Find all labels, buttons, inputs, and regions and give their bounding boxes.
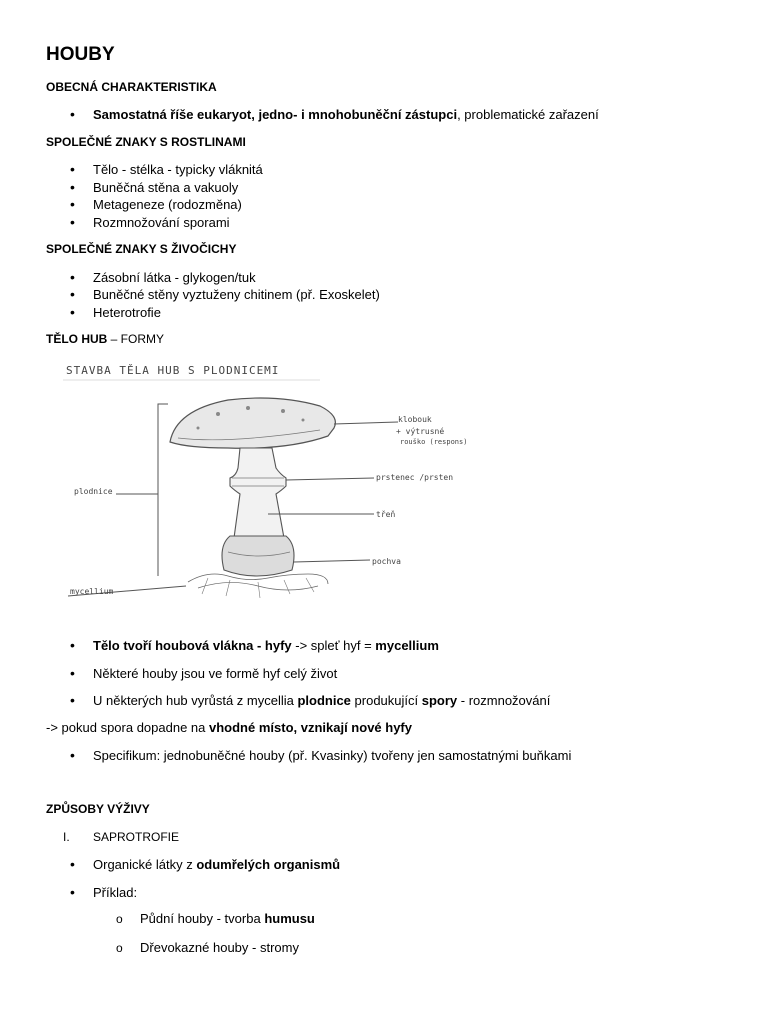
item-text: produkující bbox=[350, 693, 422, 708]
heading-animals: SPOLEČNÉ ZNAKY S ŽIVOČICHY bbox=[46, 242, 237, 256]
bullet: • bbox=[70, 106, 75, 122]
label-cap-2: + výtrusné bbox=[396, 427, 445, 436]
item-text: , problematické zařazení bbox=[457, 107, 599, 122]
heading-plants: SPOLEČNÉ ZNAKY S ROSTLINAMI bbox=[46, 135, 246, 149]
list-item: Tělo - stélka - typicky vláknitá bbox=[93, 162, 263, 177]
page-title: HOUBY bbox=[46, 44, 115, 65]
heading-forms bbox=[46, 332, 164, 346]
roman-numeral: I. bbox=[63, 830, 70, 844]
item-text: -> spleť hyf = bbox=[291, 638, 376, 653]
item-text: U některých hub vyrůstá z mycellia bbox=[93, 693, 298, 708]
bullet: • bbox=[70, 196, 75, 212]
list-item bbox=[93, 857, 340, 872]
bullet: • bbox=[70, 665, 75, 681]
list-item: Buněčná stěna a vakuoly bbox=[93, 180, 239, 195]
bullet: • bbox=[70, 286, 75, 302]
bullet: • bbox=[70, 856, 75, 872]
bullet: • bbox=[70, 884, 75, 900]
list-item bbox=[93, 693, 550, 708]
list-item bbox=[93, 107, 599, 122]
bullet: • bbox=[70, 214, 75, 230]
item-bold: Tělo tvoří houbová vlákna - hyfy bbox=[93, 638, 292, 653]
label-cap: klobouk bbox=[398, 415, 432, 424]
paragraph bbox=[46, 720, 412, 735]
heading-general: OBECNÁ CHARAKTERISTIKA bbox=[46, 80, 217, 94]
item-text: Půdní houby - tvorba bbox=[140, 911, 265, 926]
label-stem: třeň bbox=[376, 510, 396, 519]
label-fruit: plodnice bbox=[74, 487, 113, 496]
bullet: • bbox=[70, 269, 75, 285]
sketch-caption: STAVBA TĚLA HUB S PLODNICEMI bbox=[66, 364, 280, 377]
sub-bullet: o bbox=[116, 912, 123, 926]
bullet: • bbox=[70, 747, 75, 763]
sub-list-item: Dřevokazné houby - stromy bbox=[140, 940, 299, 955]
heading-forms-bold: TĚLO HUB bbox=[46, 332, 108, 346]
list-item: Specifikum: jednobuněčné houby (př. Kvasinky) tvořeny jen samostatnými buňkami bbox=[93, 748, 572, 763]
para-text: -> pokud spora dopadne na bbox=[46, 720, 209, 735]
bullet: • bbox=[70, 304, 75, 320]
list-item: Rozmnožování sporami bbox=[93, 215, 230, 230]
label-ring: prstenec /prsten bbox=[376, 473, 454, 482]
item-bold: Samostatná říše eukaryot, jedno- i mnohobuněční zástupci bbox=[93, 107, 458, 122]
item-bold: odumřelých organismů bbox=[196, 857, 341, 872]
label-base: pochva bbox=[372, 557, 401, 566]
sub-bullet: o bbox=[116, 941, 123, 955]
item-bold: mycellium bbox=[375, 638, 439, 653]
bullet: • bbox=[70, 637, 75, 653]
item-bold: humusu bbox=[264, 911, 315, 926]
item-text: Organické látky z bbox=[93, 857, 197, 872]
item-bold: spory bbox=[421, 693, 458, 708]
bullet: • bbox=[70, 161, 75, 177]
list-item: Buněčné stěny vyztuženy chitinem (př. Exoskelet) bbox=[93, 287, 380, 302]
list-item: Příklad: bbox=[93, 885, 138, 900]
label-mycelium: mycellium bbox=[70, 587, 114, 596]
heading-nutrition: ZPŮSOBY VÝŽIVY bbox=[46, 802, 150, 816]
bullet: • bbox=[70, 692, 75, 708]
list-item: SAPROTROFIE bbox=[93, 830, 180, 844]
list-item bbox=[93, 638, 439, 653]
list-item: Metageneze (rodozměna) bbox=[93, 197, 242, 212]
list-item: Některé houby jsou ve formě hyf celý život bbox=[93, 666, 338, 681]
heading-forms-rest: – FORMY bbox=[107, 332, 165, 346]
sub-list-item bbox=[140, 911, 315, 926]
bullet: • bbox=[70, 179, 75, 195]
label-cap-3: rouško (respons) bbox=[400, 438, 468, 446]
mushroom-sketch bbox=[58, 356, 502, 628]
list-item: Heterotrofie bbox=[93, 305, 161, 320]
item-bold: plodnice bbox=[297, 693, 351, 708]
list-item: Zásobní látka - glykogen/tuk bbox=[93, 270, 256, 285]
item-text: - rozmnožování bbox=[457, 693, 551, 708]
para-bold: vhodné místo, vznikají nové hyfy bbox=[209, 720, 412, 735]
